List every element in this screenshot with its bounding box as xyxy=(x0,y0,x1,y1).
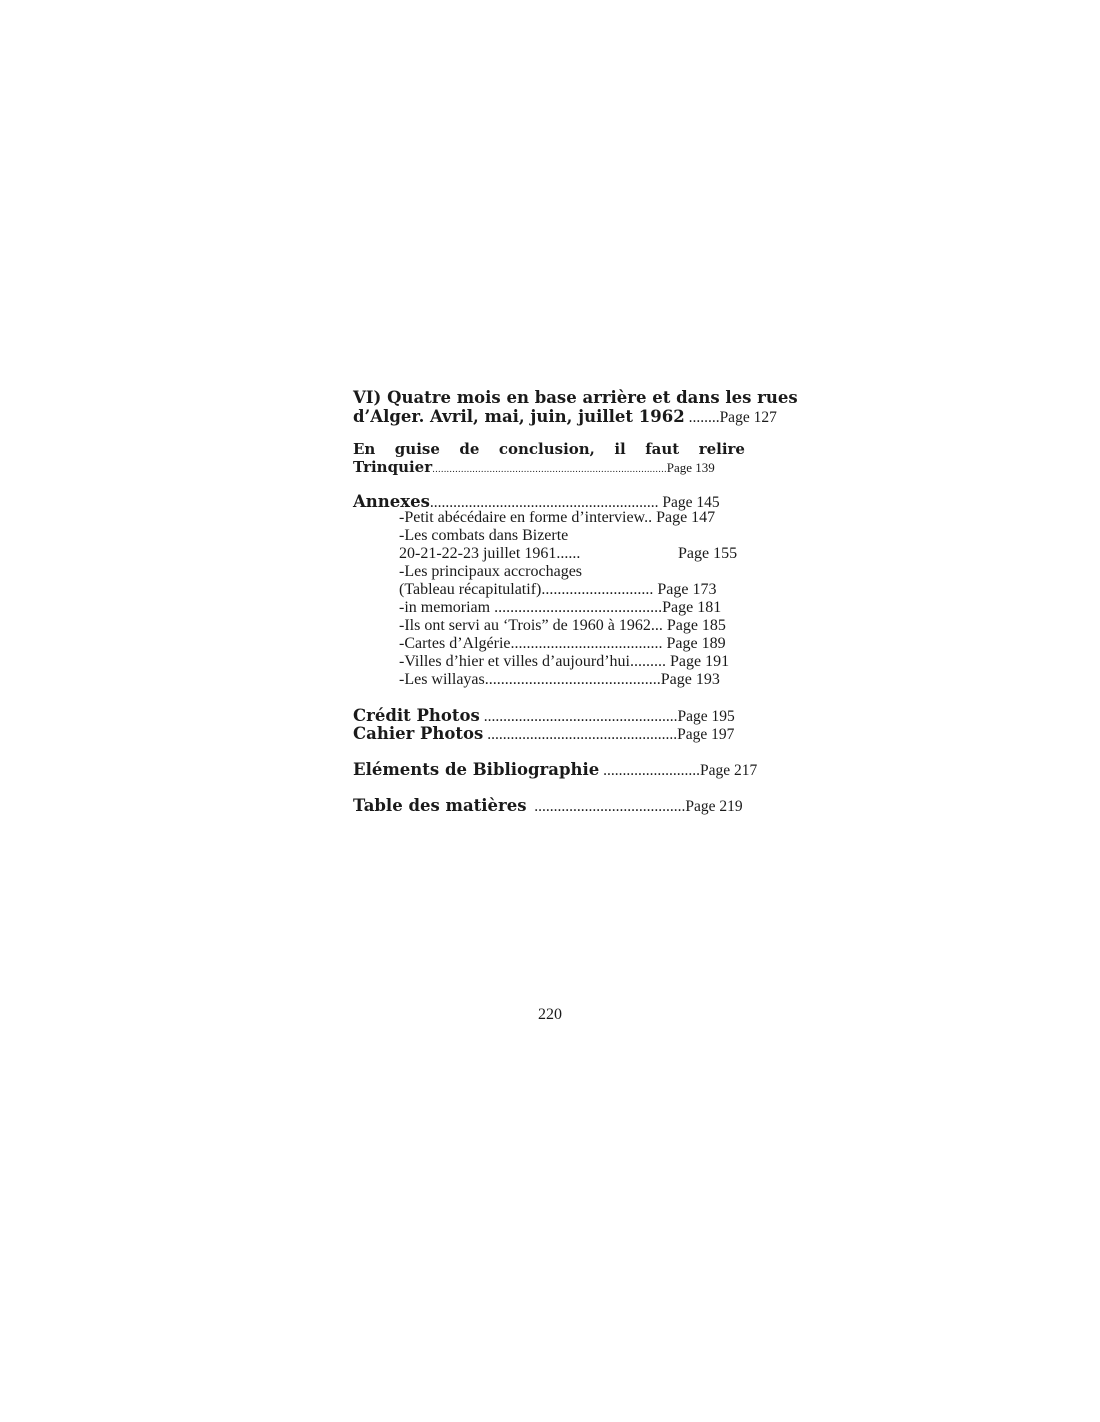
page-number: 220 xyxy=(538,1006,562,1023)
toc-word: conclusion, xyxy=(498,440,595,458)
toc-entry-bibliographie xyxy=(353,760,757,780)
toc-entry-credit-photos xyxy=(353,706,735,726)
toc-entry-title: Eléments de Bibliographie xyxy=(353,760,600,779)
toc-page-ref: Page 197 xyxy=(677,726,735,743)
toc-word: faut xyxy=(645,440,680,458)
toc-leader-dots: ....................................... xyxy=(526,798,686,815)
toc-page-ref: Page 139 xyxy=(666,460,715,475)
toc-entry-cahier-photos xyxy=(353,724,734,744)
toc-entry-title: Table des matières xyxy=(353,796,527,815)
toc-annex-item: -Les combats dans Bizerte xyxy=(399,527,569,544)
toc-annex-item: 20-21-22-23 juillet 1961...... xyxy=(399,545,581,562)
toc-entry-conclusion-line1 xyxy=(353,440,745,458)
toc-annex-item: -Les willayas............................................Page 193 xyxy=(399,671,720,688)
toc-leader-dots: ........................................................... xyxy=(429,494,659,511)
toc-page-ref: Page 127 xyxy=(719,409,777,426)
toc-leader-dots: .................................................................................. xyxy=(432,465,667,475)
toc-page-ref: Page 145 xyxy=(658,494,720,511)
toc-annex-item: -Ils ont servi au ‘Trois” de 1960 à 1962... Page 185 xyxy=(399,617,726,634)
toc-leader-dots: ........ xyxy=(684,409,720,426)
toc-entry-title: Crédit Photos xyxy=(353,706,480,725)
toc-entry-chapter6-line2 xyxy=(353,407,777,427)
toc-word: il xyxy=(614,440,626,458)
toc-entry-title: Trinquier xyxy=(353,458,433,476)
toc-leader-dots: .................................................. xyxy=(479,708,678,725)
toc-page-ref: Page 155 xyxy=(678,545,738,562)
toc-entry-title: d’Alger. Avril, mai, juin, juillet 1962 xyxy=(353,407,685,426)
toc-word: guise xyxy=(394,440,440,458)
toc-word: relire xyxy=(698,440,745,458)
toc-entry-title: Annexes xyxy=(353,492,430,511)
toc-word: de xyxy=(459,440,480,458)
toc-page-ref: Page 195 xyxy=(677,708,735,725)
toc-annex-item: -Les principaux accrochages xyxy=(399,563,583,580)
toc-annex-item: (Tableau récapitulatif)............................ Page 173 xyxy=(399,581,717,598)
toc-page-ref: Page 219 xyxy=(685,798,743,815)
toc-annex-item: -in memoriam ..........................................Page 181 xyxy=(399,599,722,616)
toc-entry-chapter6-line1: VI) Quatre mois en base arrière et dans les rues xyxy=(353,388,798,407)
toc-annex-item: -Cartes d’Algérie...................................... Page 189 xyxy=(399,635,726,652)
toc-annex-item: -Villes d’hier et villes d’aujourd’hui......... Page 191 xyxy=(399,653,730,670)
toc-leader-dots: ......................... xyxy=(599,762,700,779)
toc-word: En xyxy=(353,440,376,458)
toc-leader-dots: ................................................. xyxy=(483,726,678,743)
toc-entry-table-des-matieres xyxy=(353,796,743,816)
toc-entry-conclusion-line2 xyxy=(353,457,715,476)
toc-page-ref: Page 217 xyxy=(700,762,758,779)
toc-entry-title: Cahier Photos xyxy=(353,724,484,743)
toc-annex-item: -Petit abécédaire en forme d’interview.. Page 147 xyxy=(399,509,716,526)
